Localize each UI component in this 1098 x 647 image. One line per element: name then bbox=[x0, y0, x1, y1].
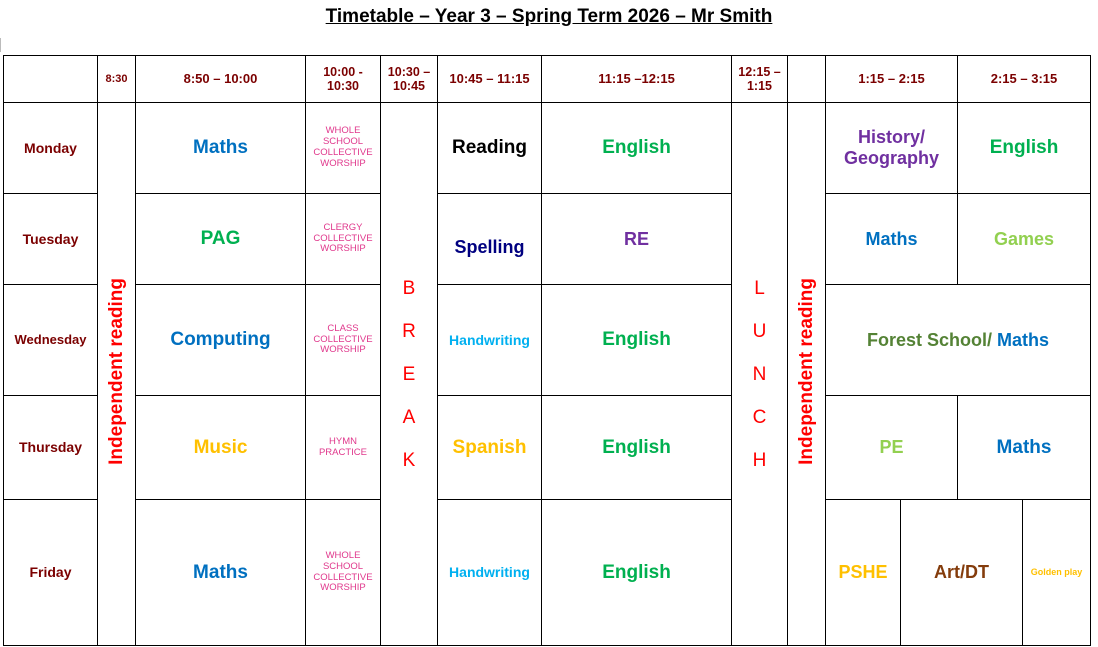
header-time-1215: 12:15 – 1:15 bbox=[732, 56, 788, 103]
thursday-spanish: Spanish bbox=[438, 396, 542, 500]
row-thursday bbox=[4, 396, 1091, 500]
row-friday bbox=[4, 500, 1091, 646]
thursday-hymn-practice: HYMN PRACTICE bbox=[306, 396, 381, 500]
row-tuesday bbox=[4, 194, 1091, 285]
monday-english: English bbox=[542, 103, 732, 194]
tuesday-spelling: Spelling bbox=[438, 194, 542, 285]
break-letters: B R E A K bbox=[402, 277, 416, 471]
header-time-1030: 10:30 – 10:45 bbox=[381, 56, 438, 103]
day-friday: Friday bbox=[4, 500, 98, 646]
lunch-column bbox=[732, 103, 788, 646]
independent-reading-morning: Independent reading bbox=[98, 103, 136, 646]
header-time-115: 1:15 – 2:15 bbox=[826, 56, 958, 103]
monday-history-geography: History/ Geography bbox=[826, 103, 958, 194]
header-time-1045: 10:45 – 11:15 bbox=[438, 56, 542, 103]
header-time-1115: 11:15 –12:15 bbox=[542, 56, 732, 103]
page-title: Timetable – Year 3 – Spring Term 2026 – Mr Smith bbox=[325, 6, 773, 27]
tuesday-games: Games bbox=[958, 194, 1091, 285]
tuesday-worship: CLERGY COLLECTIVE WORSHIP bbox=[306, 194, 381, 285]
timetable bbox=[3, 55, 1091, 646]
break-column bbox=[381, 103, 438, 646]
day-thursday: Thursday bbox=[4, 396, 98, 500]
friday-handwriting: Handwriting bbox=[438, 500, 542, 646]
friday-maths: Maths bbox=[136, 500, 306, 646]
friday-pshe: PSHE bbox=[826, 500, 901, 646]
tuesday-pag: PAG bbox=[136, 194, 306, 285]
lunch-letters: L U N C H bbox=[752, 277, 767, 471]
friday-english: English bbox=[542, 500, 732, 646]
monday-worship: WHOLE SCHOOL COLLECTIVE WORSHIP bbox=[306, 103, 381, 194]
tuesday-re: RE bbox=[542, 194, 732, 285]
header-corner bbox=[4, 56, 98, 103]
margin-marker bbox=[0, 38, 4, 52]
monday-reading: Reading bbox=[438, 103, 542, 194]
friday-art-dt: Art/DT bbox=[901, 500, 1023, 646]
wednesday-handwriting: Handwriting bbox=[438, 285, 542, 396]
monday-maths: Maths bbox=[136, 103, 306, 194]
day-tuesday: Tuesday bbox=[4, 194, 98, 285]
row-wednesday bbox=[4, 285, 1091, 396]
wednesday-computing: Computing bbox=[136, 285, 306, 396]
wednesday-worship: CLASS COLLECTIVE WORSHIP bbox=[306, 285, 381, 396]
monday-english-pm: English bbox=[958, 103, 1091, 194]
row-monday bbox=[4, 103, 1091, 194]
header-time-1000: 10:00 - 10:30 bbox=[306, 56, 381, 103]
day-monday: Monday bbox=[4, 103, 98, 194]
thursday-english: English bbox=[542, 396, 732, 500]
friday-golden-play: Golden play bbox=[1023, 500, 1091, 646]
thursday-music: Music bbox=[136, 396, 306, 500]
header-blank bbox=[788, 56, 826, 103]
header-time-215: 2:15 – 3:15 bbox=[958, 56, 1091, 103]
header-time-850: 8:50 – 10:00 bbox=[136, 56, 306, 103]
thursday-pe: PE bbox=[826, 396, 958, 500]
wednesday-forest-school-maths: Forest School/ Maths bbox=[826, 285, 1091, 396]
thursday-maths: Maths bbox=[958, 396, 1091, 500]
wednesday-english: English bbox=[542, 285, 732, 396]
header-time-830: 8:30 bbox=[98, 56, 136, 103]
header-row bbox=[4, 56, 1091, 103]
friday-worship: WHOLE SCHOOL COLLECTIVE WORSHIP bbox=[306, 500, 381, 646]
day-wednesday: Wednesday bbox=[4, 285, 98, 396]
tuesday-maths: Maths bbox=[826, 194, 958, 285]
independent-reading-afternoon: Independent reading bbox=[788, 103, 826, 646]
